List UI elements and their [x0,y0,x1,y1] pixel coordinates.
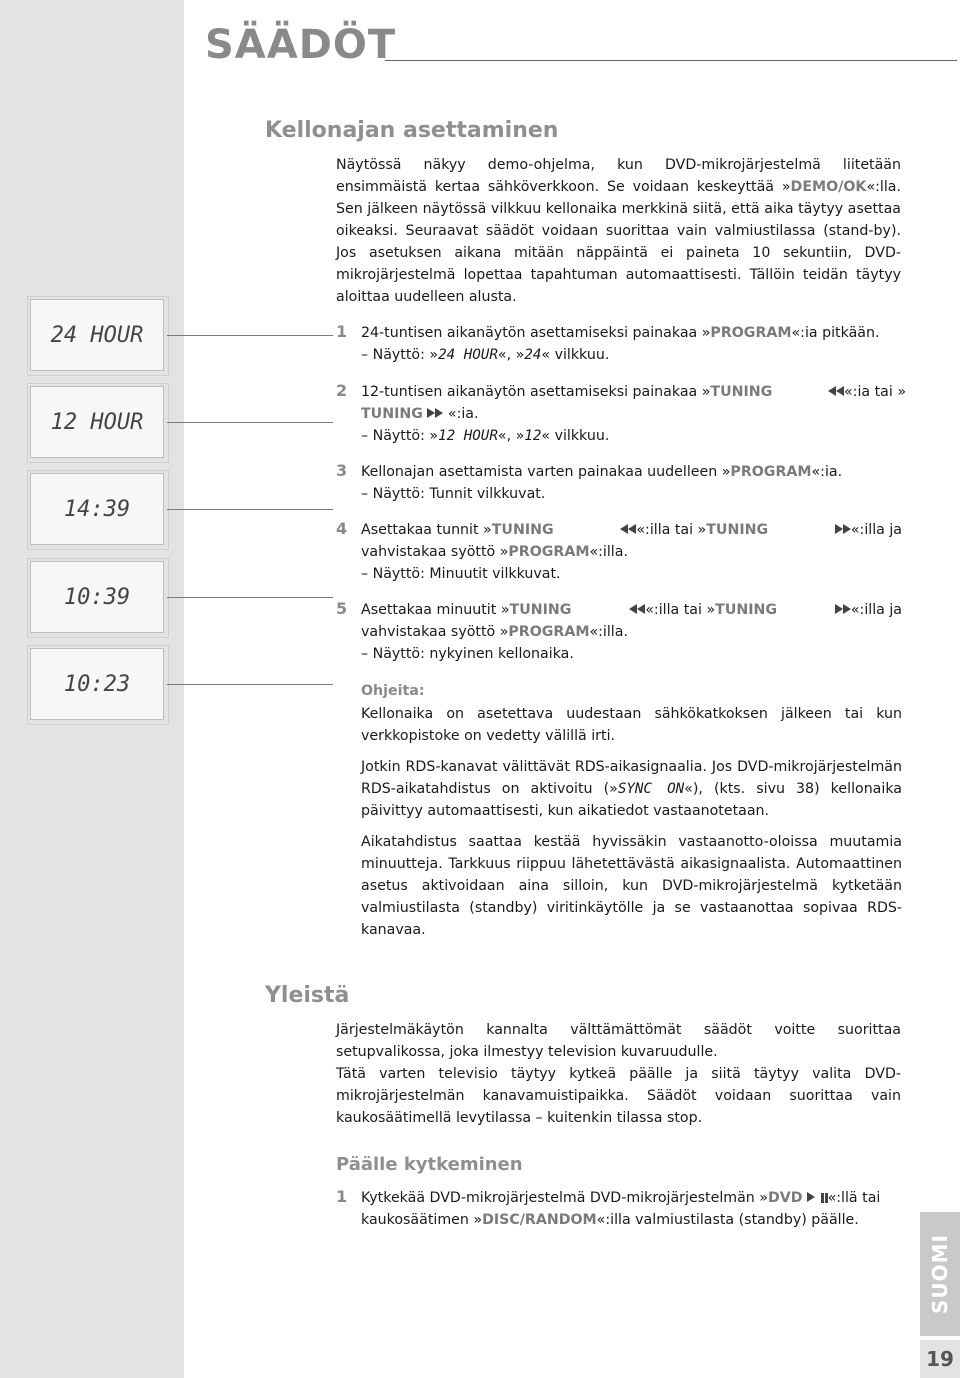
step-number: 1 [336,1187,348,1206]
step-number: 3 [336,461,348,480]
rewind-icon [620,524,628,534]
fast-forward-icon [427,408,435,418]
step-5: Asettakaa minuutit »TUNING «:illa tai »TUNING «:illa ja vahvistakaa syöttö »PROGRAM«:illa. – Näyttö: nykyinen kellonaika. [361,602,902,662]
power-on-step-1: Kytkekää DVD-mikrojärjestelmä DVD-mikrojärjestelmän »DVD «:llä tai kaukosäätimen »DISC/RANDOM«:illa valmiustilasta (standby) päälle. [361,1190,881,1228]
rewind-icon [836,386,844,396]
rewind-icon [629,604,637,614]
fast-forward-icon [835,524,843,534]
note-1: Kellonaika on asetettava uudestaan sähkökatkoksen jälkeen tai kun verkkopistoke on vedetty välillä irti. [361,706,902,744]
general-paragraph-2: Tätä varten televisio täytyy kytkeä päälle ja siitä täytyy valita DVD-mikrojärjestelmän kanavamuistipaikka. Säädöt voidaan suorittaa vain kaukosäätimellä levytilassa – kuitenkin tilassa stop. [336,1066,901,1126]
lcd-display-minutes: 10:39 [30,561,164,633]
page-title: SÄÄDÖT [205,22,397,68]
connector-line [167,597,333,598]
step-number: 4 [336,519,348,538]
title-rule [385,60,957,61]
lcd-display-current-time: 10:23 [30,648,164,720]
note-2: Jotkin RDS-kanavat välittävät RDS-aikasignaalia. Jos DVD-mikrojärjestelmän RDS-aikatahdistus on aktivoitu (»SYNC ON«), (kts. sivu 38) kellonaika päivittyy automaattisesti, kun aikatiedot vastaanotetaan. [361,759,902,819]
step-4: Asettakaa tunnit »TUNING «:illa tai »TUNING «:illa ja vahvistakaa syöttö »PROGRAM«:illa. – Näyttö: Minuutit vilkkuvat. [361,522,902,582]
step-number: 2 [336,381,348,400]
connector-line [167,684,333,685]
notes-heading: Ohjeita: [361,683,425,699]
step-2: 12-tuntisen aikanäytön asettamiseksi painakaa »TUNING «:ia tai » TUNING «:ia. – Näyttö: »12 HOUR«, »12« vilkkuu. [361,384,906,444]
section-heading-power-on: Päälle kytkeminen [336,1154,523,1175]
page-number: 19 [920,1340,960,1378]
connector-line [167,422,333,423]
fast-forward-icon [843,524,851,534]
step-number: 1 [336,322,348,341]
rewind-icon [828,386,836,396]
lcd-display-hours: 14:39 [30,473,164,545]
step-1: 24-tuntisen aikanäytön asettamiseksi painakaa »PROGRAM«:ia pitkään. – Näyttö: »24 HOUR«, »24« vilkkuu. [361,325,880,363]
section-heading-clock: Kellonajan asettaminen [265,118,559,143]
general-paragraph-1: Järjestelmäkäytön kannalta välttämättömät säädöt voitte suorittaa setupvalikossa, joka ilmestyy television kuvaruudulle. [336,1022,901,1060]
fast-forward-icon [843,604,851,614]
lcd-display-24-hour: 24 HOUR [30,299,164,371]
connector-line [167,335,333,336]
fast-forward-icon [835,604,843,614]
connector-line [167,509,333,510]
pause-icon [821,1193,824,1203]
intro-paragraph: Näytössä näkyy demo-ohjelma, kun DVD-mikrojärjestelmä liitetään ensimmäistä kertaa sähköverkkoon. Se voidaan keskeyttää »DEMO/OK«:lla. Sen jälkeen näytössä vilkkuu kellonaika merkkinä siitä, että aika täytyy asettaa oikeaksi. Seuraavat säädöt voidaan suorittaa vain valmiustilassa (stand-by). Jos asetuksen aikana mitään näppäintä ei paineta 10 sekuntiin, DVD-mikrojärjestelmä lopettaa tapahtuman automaattisesti. Tällöin teidän täytyy aloittaa uudelleen alusta. [336,157,901,305]
step-3: Kellonajan asettamista varten painakaa uudelleen »PROGRAM«:ia. – Näyttö: Tunnit vilkkuvat. [361,464,843,502]
note-3: Aikatahdistus saattaa kestää hyvissäkin vastaanotto-oloissa muutamia minuutteja. Tarkkuus riippuu lähetettävästä aikasignaalista. Automaattinen asetus aktivoidaan aina silloin, kun DVD-mikrojärjestelmä kytketään valmiustilasta (standby) viritinkäytölle ja se vastaanottaa sopivaa RDS-kanavaa. [361,834,902,938]
fast-forward-icon [435,408,443,418]
language-tab: SUOMI [920,1212,960,1336]
lcd-display-12-hour: 12 HOUR [30,386,164,458]
play-icon [807,1192,815,1202]
section-heading-general: Yleistä [265,983,350,1008]
step-number: 5 [336,599,348,618]
